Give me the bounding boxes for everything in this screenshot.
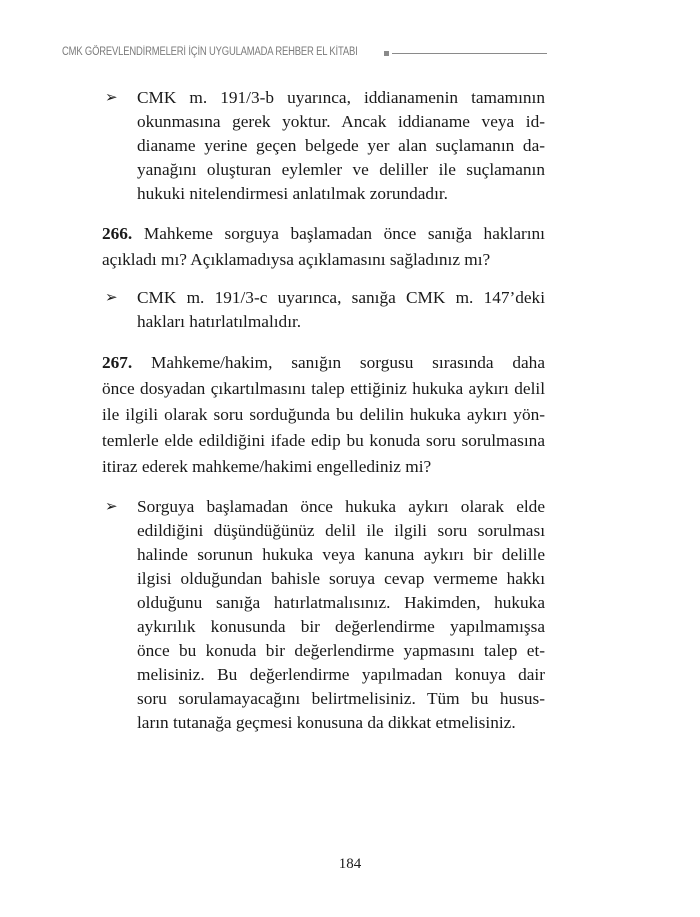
text-line: edildiğini düşündüğünüz delil ile ilgili soru sorulması — [137, 521, 545, 540]
text-line — [102, 221, 545, 247]
text-line: Sorguya başlamadan önce hukuka aykırı olarak elde — [137, 497, 545, 516]
text-line: hakları hatırlatılmalıdır. — [137, 312, 302, 331]
text-line: önce bu konuda bir değerlendirme yapmasını talep et- — [137, 641, 545, 660]
text-line: önce dosyadan çıkartılmasını talep ettiğiniz hukuka aykırı delil — [102, 379, 545, 398]
text-line: yanağını oluşturan eylemler ve deliller ile suçlamanın — [137, 160, 545, 179]
text-line: CMK m. 191/3-c uyarınca, sanığa CMK m. 147’deki — [137, 288, 545, 307]
text-line: melisiniz. Bu değerlendirme yapılmadan konuya dair — [137, 665, 545, 684]
text-line: olduğunu sanığa hatırlatmalısınız. Hakimden, hukuka — [137, 593, 545, 612]
page-number: 184 — [338, 856, 362, 872]
question-number: 267. — [102, 353, 133, 372]
text-line: soru sorulamayacağını belirtmelisiniz. Tüm bu husus- — [137, 689, 545, 708]
text-line — [102, 350, 545, 376]
text-line: ların tutanağa geçmesi konusuna da dikkat etmelisiniz. — [137, 713, 516, 732]
text-line: okunmasına gerek yoktur. Ancak iddianame veya id- — [137, 112, 545, 131]
arrow-bullet-icon: ➢ — [105, 90, 118, 106]
text-line: hukuki nitelendirmesi anlatılmak zorundadır. — [137, 184, 448, 203]
header-rule — [392, 53, 547, 54]
text-line: itiraz ederek mahkeme/hakimi engellediniz mi? — [102, 457, 432, 476]
question-number: 266. — [102, 224, 133, 243]
question-paragraph — [102, 221, 545, 273]
bullet-item — [102, 286, 545, 334]
text-line: ilgisi olduğundan bahisle soruya cevap vermeme hakkı — [137, 569, 545, 588]
text-line: dianame yerine geçen belgede yer alan suçlamanın da- — [137, 136, 545, 155]
line-text: Mahkeme/hakim, sanığın sorgusu sırasında daha — [151, 353, 545, 372]
text-line: ile ilgili olarak soru sorduğunda bu delilin hukuka aykırı yön- — [102, 405, 545, 424]
question-paragraph — [102, 350, 545, 480]
text-line: CMK m. 191/3-b uyarınca, iddianamenin tamamının — [137, 88, 545, 107]
line-text: Mahkeme sorguya başlamadan önce sanığa haklarını — [143, 224, 545, 243]
text-line: halinde sorunun hukuka veya kanuna aykırı bir delille — [137, 545, 545, 564]
bullet-item — [102, 495, 545, 735]
bullet-item — [102, 86, 545, 206]
arrow-bullet-icon: ➢ — [105, 499, 118, 515]
arrow-bullet-icon: ➢ — [105, 290, 118, 306]
text-line: aykırılık konusunda bir değerlendirme yapılmamışsa — [137, 617, 545, 636]
header-square-ornament — [384, 51, 389, 56]
text-line: temlerle elde edildiğini ifade edip bu konuda soru sorulmasına — [102, 431, 545, 450]
running-header: CMK GÖREVLENDİRMELERİ İÇİN UYGULAMADA REHBER EL KİTABI — [62, 46, 358, 58]
text-line: açıkladı mı? Açıklamadıysa açıklamasını sağladınız mı? — [102, 250, 491, 269]
